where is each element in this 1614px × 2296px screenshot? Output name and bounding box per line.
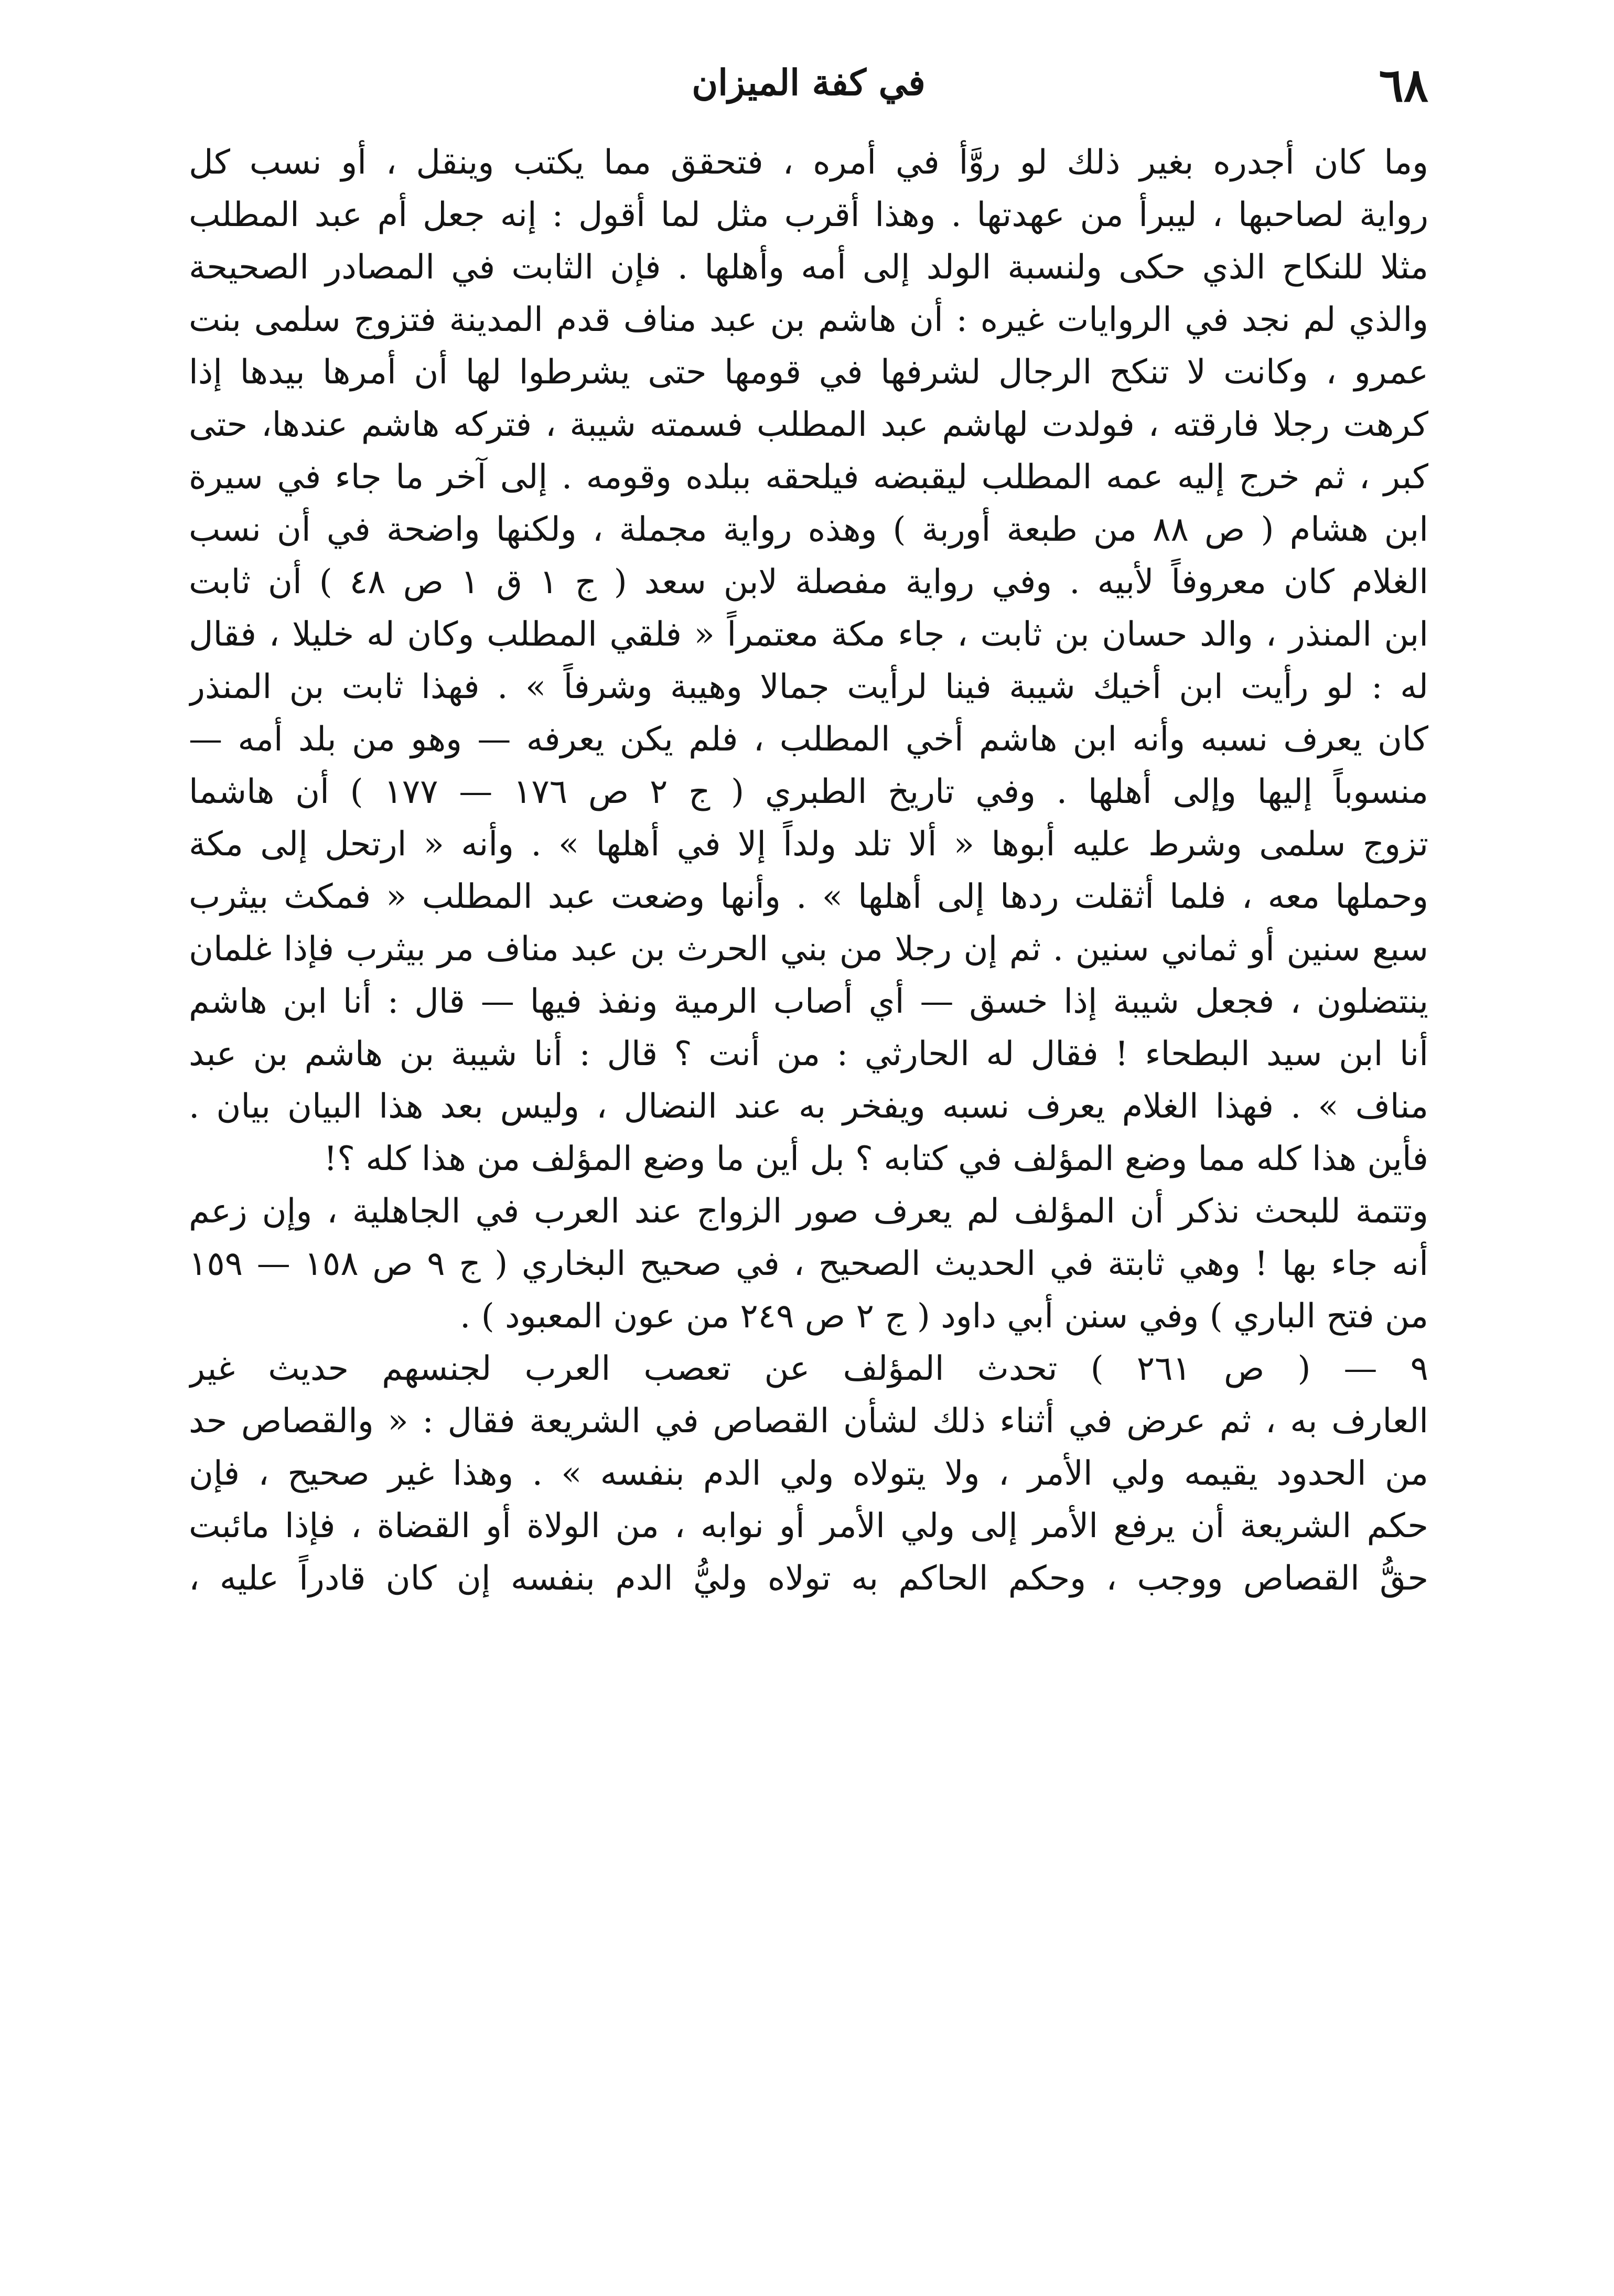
text-line: منسوباً إليها وإلى أهلها . وفي تاريخ الطبري ( ج ٢ ص ١٧٦ — ١٧٧ ) أن هاشما	[189, 773, 1428, 811]
text-line: وتتمة للبحث نذكر أن المؤلف لم يعرف صور الزواج عند العرب في الجاهلية ، وإن زعم	[189, 1192, 1428, 1231]
text-line: كان يعرف نسبه وأنه ابن هاشم أخي المطلب ، فلم يكن يعرفه — وهو من بلد أمه —	[189, 720, 1428, 759]
text-line: كبر ، ثم خرج إليه عمه المطلب ليقبضه فيلحقه ببلده وقومه . إلى آخر ما جاء في سيرة	[189, 458, 1428, 497]
text-line: حكم الشريعة أن يرفع الأمر إلى ولي الأمر أو نوابه ، من الولاة أو القضاة ، فإذا مائبت	[189, 1507, 1428, 1546]
text-line: وما كان أجدره بغير ذلك لو روَّأ في أمره ، فتحقق مما يكتب وينقل ، أو نسب كل	[189, 143, 1428, 182]
page-number: ٦٨	[1379, 58, 1428, 112]
text-line: والذي لم نجد في الروايات غيره : أن هاشم بن عبد مناف قدم المدينة فتزوج سلمى بنت	[189, 301, 1428, 339]
text-line: فأين هذا كله مما وضع المؤلف في كتابه ؟ بل أين ما وضع المؤلف من هذا كله ؟!	[324, 1140, 1428, 1178]
text-line: ينتضلون ، فجعل شيبة إذا خسق — أي أصاب الرمية ونفذ فيها — قال : أنا ابن هاشم	[189, 982, 1428, 1021]
text-line: تزوج سلمى وشرط عليه أبوها « ألا تلد ولداً إلا في أهلها » . وأنه « ارتحل إلى مكة	[189, 825, 1428, 864]
text-line: له : لو رأيت ابن أخيك شيبة فينا لرأيت جمالا وهيبة وشرفاً » . فهذا ثابت بن المنذر	[189, 668, 1428, 706]
body-text	[189, 136, 1428, 1605]
running-title: في كفة الميزان	[692, 62, 926, 104]
text-line: العارف به ، ثم عرض في أثناء ذلك لشأن القصاص في الشريعة فقال : « والقصاص حد	[189, 1402, 1428, 1441]
text-line: سبع سنين أو ثماني سنين . ثم إن رجلا من بني الحرث بن عبد مناف مر بيثرب فإذا غلمان	[189, 930, 1428, 969]
text-line: مثلا للنكاح الذي حكى ولنسبة الولد إلى أمه وأهلها . فإن الثابت في المصادر الصحيحة	[189, 248, 1428, 287]
text-line: مناف » . فهذا الغلام يعرف نسبه ويفخر به عند النضال ، وليس بعد هذا البيان بيان .	[189, 1087, 1428, 1126]
text-line: أنا ابن سيد البطحاء ! فقال له الحارثي : من أنت ؟ قال : أنا شيبة بن هاشم بن عبد	[189, 1035, 1428, 1074]
text-line: الغلام كان معروفاً لأبيه . وفي رواية مفصلة لابن سعد ( ج ١ ق ١ ص ٤٨ ) أن ثابت	[189, 563, 1428, 602]
text-line: عمرو ، وكانت لا تنكح الرجال لشرفها في قومها حتى يشرطوا لها أن أمرها بيدها إذا	[189, 353, 1428, 392]
page-header	[189, 52, 1428, 131]
text-line: أنه جاء بها ! وهي ثابتة في الحديث الصحيح ، في صحيح البخاري ( ج ٩ ص ١٥٨ — ١٥٩	[189, 1244, 1428, 1283]
text-line: من الحدود يقيمه ولي الأمر ، ولا يتولاه ولي الدم بنفسه » . وهذا غير صحيح ، فإن	[189, 1454, 1428, 1493]
book-page	[189, 52, 1428, 2255]
text-line: رواية لصاحبها ، ليبرأ من عهدتها . وهذا أقرب مثل لما أقول : إنه جعل أم عبد المطلب	[189, 196, 1428, 234]
text-line: ٩ — ( ص ٢٦١ ) تحدث المؤلف عن تعصب العرب لجنسهم حديث غير	[189, 1349, 1428, 1388]
text-line: ابن هشام ( ص ٨٨ من طبعة أوربة ) وهذه رواية مجملة ، ولكنها واضحة في أن نسب	[189, 510, 1428, 549]
text-line: ابن المنذر ، والد حسان بن ثابت ، جاء مكة معتمراً « فلقي المطلب وكان له خليلا ، فقال	[189, 615, 1428, 654]
text-line: وحملها معه ، فلما أثقلت ردها إلى أهلها » . وأنها وضعت عبد المطلب « فمكث بيثرب	[189, 877, 1428, 916]
text-line: حقُّ القصاص ووجب ، وحكم الحاكم به تولاه وليُّ الدم بنفسه إن كان قادراً عليه ،	[189, 1559, 1428, 1598]
text-line: من فتح الباري ) وفي سنن أبي داود ( ج ٢ ص ٢٤٩ من عون المعبود ) .	[460, 1297, 1428, 1336]
text-line: كرهت رجلا فارقته ، فولدت لهاشم عبد المطلب فسمته شيبة ، فتركه هاشم عندها، حتى	[189, 405, 1428, 444]
